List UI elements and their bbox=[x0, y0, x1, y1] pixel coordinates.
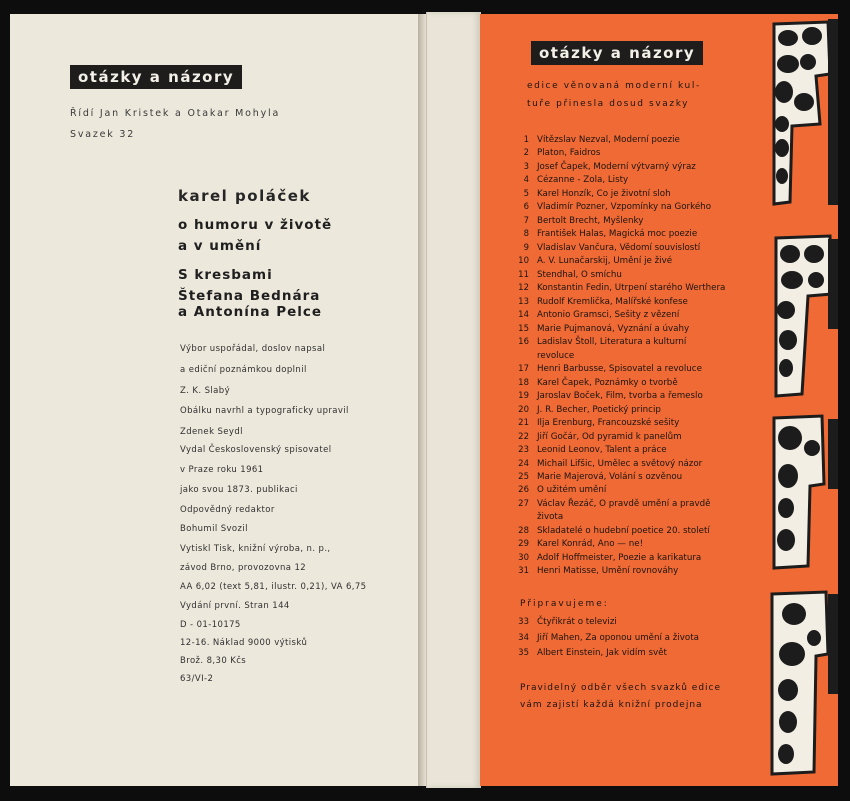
volume-title: Platon, Faidros bbox=[537, 148, 601, 159]
volume-number: 26 bbox=[518, 485, 529, 496]
volume-title: A. V. Lunačarskij, Umění je živé bbox=[537, 256, 673, 267]
volume-title: Cézanne - Zola, Listy bbox=[537, 175, 629, 186]
volume-number: 8 bbox=[523, 229, 529, 240]
volume-title: O užitém umění bbox=[537, 485, 607, 496]
imprint-line: AA 6,02 (text 5,81, ilustr. 0,21), VA 6,75 bbox=[180, 582, 367, 592]
art-figure-middle bbox=[776, 236, 838, 396]
volume-number: 34 bbox=[518, 632, 529, 643]
cover-artwork bbox=[768, 14, 838, 786]
volume-number: 18 bbox=[518, 377, 529, 388]
volume-title: Bertolt Brecht, Myšlenky bbox=[537, 215, 644, 226]
series-label-right: otázky a názory bbox=[531, 41, 703, 65]
imprint-line: Odpovědný redaktor bbox=[180, 505, 275, 515]
volume-title: Marie Pujmanová, Vyznání a úvahy bbox=[537, 323, 690, 334]
imprint-line: Vydání první. Stran 144 bbox=[180, 601, 290, 611]
imprint-line: jako svou 1873. publikaci bbox=[180, 485, 298, 495]
cover-flap-edge bbox=[426, 12, 481, 788]
volume-number: 4 bbox=[523, 175, 529, 186]
volume-number: 16 bbox=[518, 337, 529, 348]
volume-number: 14 bbox=[518, 310, 529, 321]
volume-number: 13 bbox=[518, 296, 529, 307]
volume-number: 21 bbox=[518, 418, 529, 429]
imprint-line: Vytiskl Tisk, knižní výroba, n. p., bbox=[180, 544, 331, 554]
volume-title: Ilja Erenburg, Francouzské sešity bbox=[537, 418, 680, 429]
author-name: karel poláček bbox=[178, 187, 311, 205]
subtitle-line1: S kresbami bbox=[178, 267, 273, 283]
volume-title: života bbox=[537, 512, 564, 523]
footer-line2: vám zajistí každá knižní prodejna bbox=[520, 700, 703, 710]
volume-number: 5 bbox=[523, 188, 529, 199]
volume-number: 15 bbox=[518, 323, 529, 334]
volume-title: Václav Řezáč, O pravdě umění a pravdě bbox=[537, 498, 711, 509]
volume-number: 31 bbox=[518, 566, 529, 577]
volume-title: Skladatelé o hudební poetice 20. století bbox=[537, 525, 710, 536]
volume-number: 23 bbox=[518, 445, 529, 456]
preparing-heading: Připravujeme: bbox=[520, 599, 609, 609]
imprint-line: 63/VI-2 bbox=[180, 674, 214, 684]
volume-title: Henri Matisse, Umění rovnováhy bbox=[537, 566, 679, 577]
imprint-line: Z. K. Slabý bbox=[180, 386, 230, 396]
volume-number: 33 bbox=[518, 617, 529, 627]
volume-number: 10 bbox=[518, 256, 529, 267]
volume-title: Ladislav Štoll, Literatura a kulturní bbox=[537, 337, 687, 348]
volume-title: Karel Čapek, Poznámky o tvorbě bbox=[537, 377, 678, 388]
art-figure-bottom bbox=[772, 592, 838, 774]
imprint-line: v Praze roku 1961 bbox=[180, 465, 264, 475]
intro-line1: edice věnovaná moderní kul- bbox=[527, 81, 701, 91]
art-figure-top bbox=[774, 19, 838, 205]
volume-title: Jaroslav Boček, Film, tvorba a řemeslo bbox=[537, 391, 703, 402]
art-figure-lower bbox=[774, 416, 838, 568]
book-title-line2: a v umění bbox=[178, 238, 262, 254]
volume-title: Henri Barbusse, Spisovatel a revoluce bbox=[537, 364, 702, 375]
imprint-line: Zdenek Seydl bbox=[180, 427, 243, 437]
volume-number: 35 bbox=[518, 648, 529, 658]
volume-number: Svazek 32 bbox=[70, 129, 136, 140]
volume-number: 11 bbox=[518, 269, 529, 280]
volume-number: 25 bbox=[518, 472, 529, 482]
volume-number: 6 bbox=[523, 202, 529, 213]
volume-number: 22 bbox=[518, 431, 529, 442]
volume-number: 24 bbox=[518, 458, 529, 469]
footer-line1: Pravidelný odběr všech svazků edice bbox=[520, 683, 722, 693]
volume-number: 29 bbox=[518, 539, 529, 550]
volume-title: Michail Lifšic, Umělec a světový názor bbox=[537, 458, 703, 469]
volume-title: Albert Einstein, Jak vidím svět bbox=[537, 648, 667, 658]
imprint-line: a ediční poznámkou doplnil bbox=[180, 365, 307, 375]
intro-line2: tuře přinesla dosud svazky bbox=[527, 99, 690, 109]
volume-number: 30 bbox=[518, 552, 529, 563]
imprint-line: Brož. 8,30 Kčs bbox=[180, 656, 247, 666]
volume-number: 17 bbox=[518, 364, 529, 375]
subtitle-line3: a Antonína Pelce bbox=[178, 304, 323, 320]
volume-number: 2 bbox=[523, 148, 529, 159]
imprint-line: D - 01-10175 bbox=[180, 620, 241, 630]
volume-number: 28 bbox=[518, 525, 529, 536]
imprint-line: Bohumil Svozil bbox=[180, 524, 248, 534]
volume-number: 9 bbox=[523, 242, 529, 253]
volume-number: 7 bbox=[523, 215, 529, 226]
volume-title: Rudolf Kremlička, Malířské konfese bbox=[537, 296, 688, 307]
volume-number: 3 bbox=[523, 161, 529, 172]
volume-title: Adolf Hoffmeister, Poezie a karikatura bbox=[537, 552, 702, 563]
editors-line: Řídí Jan Kristek a Otakar Mohyla bbox=[70, 108, 281, 119]
volume-title: Vladislav Vančura, Vědomí souvislostí bbox=[537, 242, 701, 253]
volume-title: Jiří Mahen, Za oponou umění a života bbox=[537, 632, 699, 643]
volume-title: Karel Honzík, Co je životní sloh bbox=[537, 188, 671, 199]
volume-title: Josef Čapek, Moderní výtvarný výraz bbox=[537, 161, 696, 172]
imprint-line: závod Brno, provozovna 12 bbox=[180, 563, 307, 573]
volume-title: Marie Majerová, Volání s ozvěnou bbox=[537, 472, 683, 482]
volume-title: Vítězslav Nezval, Moderní poezie bbox=[537, 135, 680, 145]
volume-number: 1 bbox=[523, 135, 529, 145]
imprint-line: 12-16. Náklad 9000 výtisků bbox=[180, 638, 308, 648]
volume-title: J. R. Becher, Poetický princip bbox=[537, 404, 661, 415]
volume-title: revoluce bbox=[537, 350, 575, 361]
volume-title: Leonid Leonov, Talent a práce bbox=[537, 445, 667, 456]
volume-title: Stendhal, O smíchu bbox=[537, 269, 622, 280]
series-label-left: otázky a názory bbox=[70, 65, 242, 89]
volume-title: František Halas, Magická moc poezie bbox=[537, 229, 698, 240]
book-gutter bbox=[418, 14, 426, 786]
volume-number: 19 bbox=[518, 391, 529, 402]
imprint-line: Obálku navrhl a typograficky upravil bbox=[180, 406, 349, 416]
subtitle-line2: Štefana Bednára bbox=[178, 288, 321, 304]
volume-title: Karel Konrád, Ano — ne! bbox=[537, 539, 644, 550]
volume-title: Vladimír Pozner, Vzpomínky na Gorkého bbox=[537, 202, 712, 213]
volume-title: Čtyřikrát o televizi bbox=[537, 617, 617, 627]
volume-title: Antonio Gramsci, Sešity z vězení bbox=[537, 310, 680, 321]
volume-number: 12 bbox=[518, 283, 529, 294]
imprint-line: Vydal Československý spisovatel bbox=[180, 445, 332, 455]
volume-title: Jiří Gočár, Od pyramid k panelům bbox=[537, 431, 682, 442]
imprint-line: Výbor uspořádal, doslov napsal bbox=[180, 344, 326, 354]
volume-number: 27 bbox=[518, 498, 529, 509]
volume-number: 20 bbox=[518, 404, 529, 415]
book-title-line1: o humoru v životě bbox=[178, 217, 333, 233]
volume-title: Konstantin Fedin, Utrpení starého Werthera bbox=[537, 283, 726, 294]
